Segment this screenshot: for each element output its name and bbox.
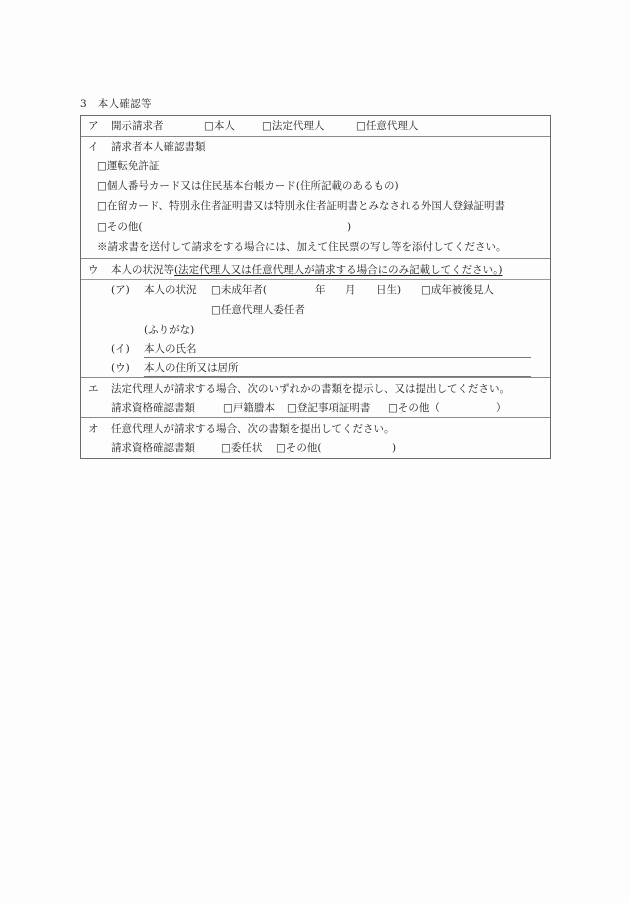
principal-address-field[interactable] <box>144 376 531 377</box>
checkbox-other-document[interactable]: □その他( <box>97 221 143 233</box>
checkbox-my-number-card[interactable]: □個人番号カード又は住民基本台帳カード(住所記載のあるもの) <box>97 180 399 192</box>
voluntary-rep-other-close-paren: ) <box>392 442 397 454</box>
row-legal-rep-documents <box>81 378 550 418</box>
status-sub-label-a: (ア) <box>111 284 130 296</box>
other-document-close-paren: ) <box>347 221 352 233</box>
row-label-o: オ <box>88 423 99 435</box>
id-documents-heading: 請求者本人確認書類 <box>111 141 206 153</box>
birth-month-label: 月 <box>345 284 356 296</box>
voluntary-rep-heading: 任意代理人が請求する場合、次の書類を提出してください。 <box>111 423 395 435</box>
checkbox-family-register[interactable]: □戸籍謄本 <box>223 402 275 414</box>
checkbox-voluntary-rep-other[interactable]: □その他( <box>276 442 322 454</box>
furigana-label: (ふりがな) <box>144 324 195 336</box>
checkbox-legal-representative[interactable]: □法定代理人 <box>262 120 325 132</box>
legal-rep-heading: 法定代理人が請求する場合、次のいずれかの書類を提示し、又は提出してください。 <box>111 383 510 395</box>
checkbox-residence-card[interactable]: □在留カード、特別永住者証明書又は特別永住者証明書とみなされる外国人登録証明書 <box>97 200 505 212</box>
principal-status-heading: 本人の状況等 <box>111 264 174 276</box>
legal-rep-doc-label: 請求資格確認書類 <box>111 402 195 414</box>
row-requester <box>81 116 550 137</box>
identity-verification-table <box>80 115 551 459</box>
row-label-i: イ <box>88 141 99 153</box>
principal-status-note: (法定代理人又は任意代理人が請求する場合にのみ記載してください。) <box>174 264 503 276</box>
legal-rep-other-close-paren: ） <box>496 402 507 414</box>
birth-day-label: 日生) <box>376 284 402 296</box>
checkbox-voluntary-representative[interactable]: □任意代理人 <box>356 120 419 132</box>
row-principal-status <box>81 259 550 378</box>
principal-name-field[interactable] <box>144 357 531 358</box>
checkbox-delegator[interactable]: □任意代理人委任者 <box>211 304 305 316</box>
row-label-e: エ <box>88 383 99 395</box>
row-label-u: ウ <box>88 264 99 276</box>
row-voluntary-rep-documents <box>81 418 550 458</box>
birth-year-label: 年 <box>315 284 326 296</box>
checkbox-minor[interactable]: □未成年者( <box>211 284 268 296</box>
address-sub-label: (ウ) <box>111 362 130 374</box>
checkbox-self[interactable]: □本人 <box>204 120 235 132</box>
principal-address-label: 本人の住所又は居所 <box>144 362 239 374</box>
checkbox-power-of-attorney[interactable]: □委任状 <box>221 442 263 454</box>
mail-request-note: ※請求書を送付して請求をする場合には、加えて住民票の写し等を添付してください。 <box>97 241 507 253</box>
checkbox-adult-ward[interactable]: □成年被後見人 <box>421 284 494 296</box>
requester-heading: 開示請求者 <box>111 120 164 132</box>
heading-divider <box>81 279 550 280</box>
voluntary-rep-doc-label: 請求資格確認書類 <box>111 442 195 454</box>
checkbox-drivers-license[interactable]: □運転免許証 <box>97 160 160 172</box>
checkbox-registry-certificate[interactable]: □登記事項証明書 <box>287 402 371 414</box>
name-sub-label: (イ) <box>111 343 130 355</box>
section-title: 3 本人確認等 <box>80 98 152 110</box>
row-id-documents <box>81 137 550 259</box>
status-title: 本人の状況 <box>144 284 197 296</box>
checkbox-legal-rep-other[interactable]: □その他（ <box>388 402 440 414</box>
principal-name-label: 本人の氏名 <box>144 343 197 355</box>
row-label-a: ア <box>88 120 99 132</box>
